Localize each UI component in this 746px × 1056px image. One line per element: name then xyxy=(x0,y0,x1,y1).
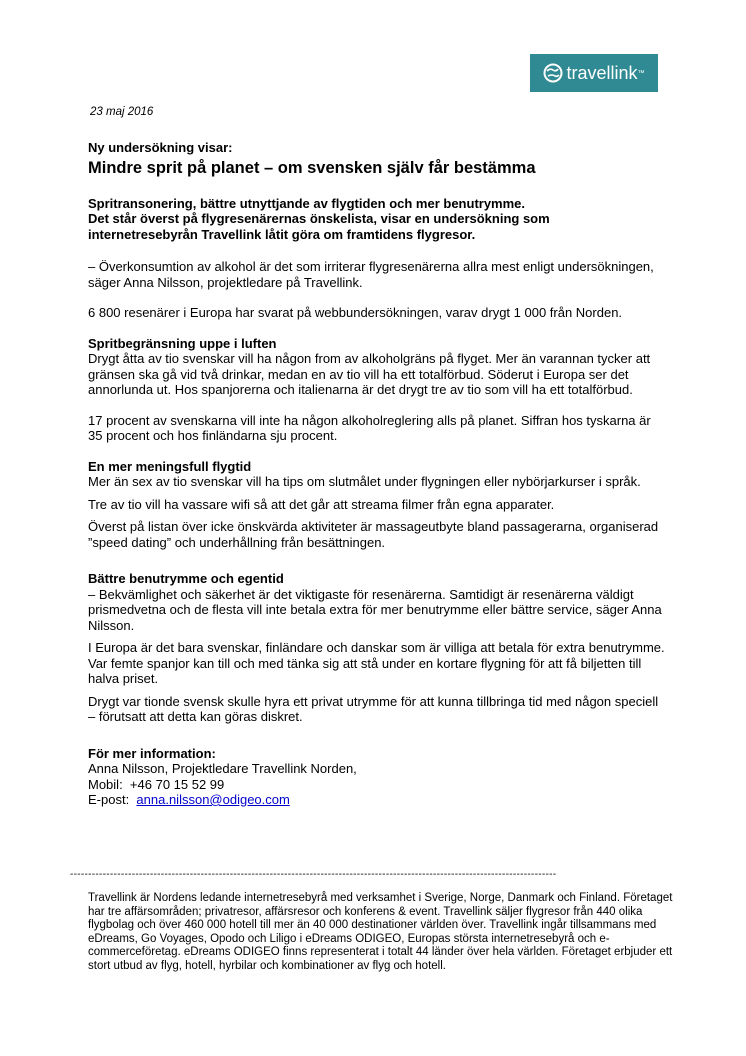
section-legroom xyxy=(88,571,668,725)
company-boilerplate: Travellink är Nordens ledande internetresebyrå med verksamhet i Sverige, Norge, Danmark och Finland. Företaget har tre affärsområden; privatresor, affärsresor och konferens & event. Travellink säljer flygresor från 440 olika flygbolag och över 460 000 hotell till mer än 40 000 destinationer världen över. Travellink ingår tillsammans med eDreams, Go Voyages, Opodo och Liligo i eDreams ODIGEO, Europas största internetresebyrå och e-commerceföretag. eDreams ODIGEO finns representerat i totalt 44 länder över hela världen. Företaget erbjuder ett stort utbud av flyg, hotell, hyrbilar och kombinationer av flyg och hotell. xyxy=(88,892,673,972)
contact-email-row xyxy=(88,792,668,808)
section-alcohol xyxy=(88,336,668,444)
email-label: E-post: xyxy=(88,792,130,807)
section-heading: Bättre benutrymme och egentid xyxy=(88,571,284,586)
section-paragraph: – Bekvämlighet och säkerhet är det viktigaste för resenärerna. Samtidigt är resenärerna väldigt prismedvetna och de flesta vill inte betala extra för mer benutrymme eller bättre service, säger Anna Nilsson. xyxy=(88,586,662,633)
section-paragraph: 17 procent av svenskarna vill inte ha någon alkoholreglering alls på planet. Siffran hos tyskarna är 35 procent och hos finländarna sju procent. xyxy=(88,412,651,443)
press-release-body xyxy=(88,140,668,808)
logo-wordmark: travellink xyxy=(566,62,638,83)
contact-phone-row xyxy=(88,777,668,793)
logo-trademark: ™ xyxy=(637,69,645,77)
intro-paragraph: – Överkonsumtion av alkohol är det som irriterar flygresenärerna allra mest enligt undersökningen, säger Anna Nilsson, projektledare på Travellink. xyxy=(88,259,654,290)
lead-line: Det står överst på flygresenärernas önskelista, visar en undersökning som xyxy=(88,211,550,226)
section-flight-time xyxy=(88,459,668,551)
section-paragraph: Drygt åtta av tio svenskar vill ha någon from av alkoholgräns på flyget. Mer än varannan tycker att gränsen ska gå vid två drinkar, medan en av tio vill ha ett totalförbud. Söderut i Europa ser det annorlunda ut. Hos spanjorerna och italienarna är det drygt tre av tio som vill ha ett totalförbud. xyxy=(88,351,651,397)
page-title: Mindre sprit på planet – om svensken själv får bestämma xyxy=(88,158,536,177)
contact-block xyxy=(88,746,668,808)
section-paragraph: Tre av tio vill ha vassare wifi så att det går att streama filmer från egna apparater. xyxy=(88,496,555,512)
section-heading: Spritbegränsning uppe i luften xyxy=(88,335,277,351)
contact-name: Anna Nilsson, Projektledare Travellink Norden, xyxy=(88,761,357,776)
globe-icon xyxy=(543,63,563,83)
phone-number: +46 70 15 52 99 xyxy=(129,776,225,792)
section-paragraph: Drygt var tionde svensk skulle hyra ett privat utrymme för att kunna tillbringa tid med någon speciell – förutsatt att detta kan göras diskret. xyxy=(88,693,659,724)
release-date: 23 maj 2016 xyxy=(90,106,154,118)
section-heading: En mer meningsfull flygtid xyxy=(88,458,252,474)
section-paragraph: Överst på listan över icke önskvärda aktiviteter är massageutbyte bland passagerarna, organiserad ”speed dating” och underhållning från besättningen. xyxy=(88,519,659,550)
kicker: Ny undersökning visar: xyxy=(88,140,233,155)
contact-heading: För mer information: xyxy=(88,745,216,761)
divider: -------------------------------------------------------------------------------------------------------------------------------------- xyxy=(70,869,557,880)
section-paragraph: I Europa är det bara svenskar, finländare och danskar som är villiga att betala för extra benutrymme. Var femte spanjor kan till och med tänka sig att stå under en kortare flygning för att få biljetten till halva priset. xyxy=(88,640,665,686)
lead-line: internetresebyrån Travellink låtit göra om framtidens flygresor. xyxy=(88,226,476,242)
section-paragraph: Mer än sex av tio svenskar vill ha tips om slutmålet under flygningen eller nybörjarkurser i språk. xyxy=(88,474,641,489)
phone-label: Mobil: xyxy=(88,776,123,792)
lead-paragraph xyxy=(88,196,668,243)
lead-line: Spritransonering, bättre utnyttjande av flygtiden och mer benutrymme. xyxy=(88,195,526,211)
intro-paragraph: 6 800 resenärer i Europa har svarat på webbundersökningen, varav drygt 1 000 från Norden. xyxy=(88,305,623,320)
email-link[interactable]: anna.nilsson@odigeo.com xyxy=(136,792,290,807)
travellink-logo xyxy=(530,54,658,92)
